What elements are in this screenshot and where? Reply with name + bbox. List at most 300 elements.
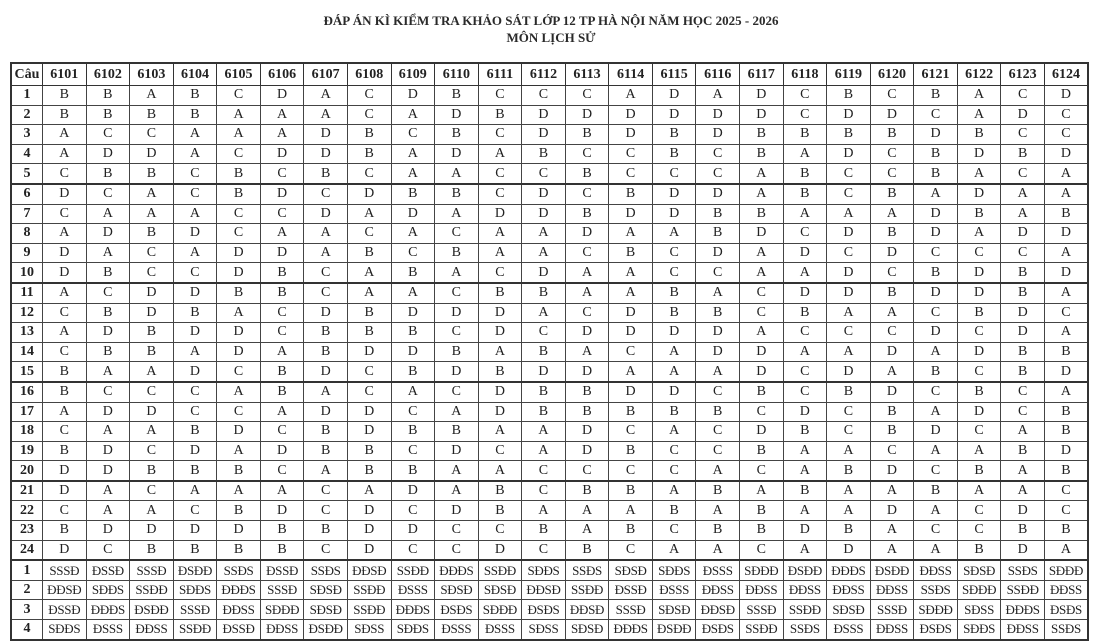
answer-cell: D	[1001, 224, 1045, 244]
answer-cell: D	[565, 224, 609, 244]
header-exam-code: 6121	[914, 63, 958, 86]
answer-cell: A	[827, 342, 871, 362]
answer-cell: D	[86, 144, 130, 164]
answer-cell: D	[260, 184, 304, 204]
answer-cell: A	[522, 303, 566, 323]
answer-cell: D	[1001, 303, 1045, 323]
answer-cell: C	[652, 521, 696, 541]
true-false-cell: SSSĐ	[870, 600, 914, 620]
answer-cell: C	[173, 501, 217, 521]
answer-cell: B	[740, 441, 784, 461]
answer-cell: D	[565, 422, 609, 442]
answer-cell: C	[783, 323, 827, 343]
answer-cell: C	[304, 540, 348, 560]
answer-cell: B	[130, 224, 174, 244]
answer-cell: A	[609, 501, 653, 521]
answer-cell: B	[217, 283, 261, 303]
true-false-cell: ĐĐSS	[870, 620, 914, 640]
answer-cell: D	[260, 501, 304, 521]
answer-cell: B	[740, 521, 784, 541]
answer-cell: C	[1044, 105, 1088, 125]
answer-cell: A	[347, 204, 391, 224]
answer-cell: D	[740, 86, 784, 106]
answer-cell: C	[565, 144, 609, 164]
answer-cell: C	[435, 382, 479, 402]
true-false-cell: ĐSSS	[696, 560, 740, 580]
true-false-cell: SSĐĐ	[740, 620, 784, 640]
answer-cell: D	[609, 105, 653, 125]
answer-cell: D	[957, 144, 1001, 164]
answer-cell: D	[914, 125, 958, 145]
question-number: 18	[11, 422, 43, 442]
true-false-cell: ĐSSS	[652, 580, 696, 600]
answer-cell: A	[870, 540, 914, 560]
answer-cell: C	[565, 461, 609, 481]
true-false-cell: SSĐS	[783, 620, 827, 640]
header-exam-code: 6112	[522, 63, 566, 86]
true-false-cell: SĐĐĐ	[478, 600, 522, 620]
answer-cell: B	[652, 283, 696, 303]
answer-cell: B	[609, 441, 653, 461]
answer-cell: A	[435, 481, 479, 501]
answer-cell: B	[260, 283, 304, 303]
answer-cell: B	[304, 342, 348, 362]
answer-cell: D	[86, 521, 130, 541]
answer-cell: B	[1001, 362, 1045, 382]
answer-key-table	[10, 62, 1089, 641]
answer-cell: B	[130, 323, 174, 343]
answer-cell: C	[522, 323, 566, 343]
answer-cell: B	[130, 461, 174, 481]
answer-cell: D	[1001, 105, 1045, 125]
answer-cell: C	[43, 501, 87, 521]
answer-cell: D	[914, 224, 958, 244]
answer-cell: B	[391, 184, 435, 204]
answer-cell: A	[740, 243, 784, 263]
answer-cell: A	[86, 422, 130, 442]
answer-cell: A	[914, 184, 958, 204]
document-title: ĐÁP ÁN KÌ KIỂM TRA KHẢO SÁT LỚP 12 TP HÀ NỘI NĂM HỌC 2025 - 2026	[323, 13, 779, 28]
answer-cell: C	[870, 441, 914, 461]
answer-cell: C	[609, 461, 653, 481]
header-exam-code: 6120	[870, 63, 914, 86]
true-false-cell: SĐĐS	[173, 580, 217, 600]
mc-answer-row	[11, 263, 1088, 283]
true-false-cell: SĐSĐ	[609, 560, 653, 580]
answer-cell: A	[173, 243, 217, 263]
answer-cell: C	[347, 382, 391, 402]
question-number: 23	[11, 521, 43, 541]
answer-cell: D	[783, 283, 827, 303]
answer-cell: D	[609, 204, 653, 224]
answer-cell: D	[740, 422, 784, 442]
answer-cell: D	[696, 184, 740, 204]
answer-cell: A	[696, 501, 740, 521]
true-false-cell: ĐSĐĐ	[173, 560, 217, 580]
answer-cell: A	[217, 382, 261, 402]
answer-cell: C	[609, 342, 653, 362]
answer-cell: B	[696, 521, 740, 541]
answer-cell: A	[565, 263, 609, 283]
header-exam-code: 6105	[217, 63, 261, 86]
answer-cell: B	[783, 164, 827, 184]
answer-cell: C	[783, 382, 827, 402]
answer-cell: B	[347, 144, 391, 164]
header-question: Câu	[11, 63, 43, 86]
answer-cell: B	[130, 164, 174, 184]
answer-cell: A	[260, 481, 304, 501]
answer-cell: D	[217, 323, 261, 343]
true-false-cell: ĐĐĐS	[86, 600, 130, 620]
true-false-cell: SĐĐS	[957, 620, 1001, 640]
true-false-cell: ĐSSĐ	[609, 580, 653, 600]
answer-cell: A	[43, 323, 87, 343]
answer-cell: A	[914, 342, 958, 362]
answer-cell: A	[391, 164, 435, 184]
true-false-cell: ĐSSS	[478, 620, 522, 640]
mc-answer-row	[11, 362, 1088, 382]
answer-cell: A	[783, 204, 827, 224]
answer-cell: D	[565, 362, 609, 382]
answer-cell: C	[391, 125, 435, 145]
true-false-cell: ĐĐSS	[1044, 580, 1088, 600]
answer-cell: D	[391, 342, 435, 362]
answer-cell: A	[217, 441, 261, 461]
answer-cell: A	[914, 441, 958, 461]
true-false-cell: SSĐĐ	[478, 560, 522, 580]
answer-cell: A	[609, 86, 653, 106]
answer-cell: B	[217, 184, 261, 204]
answer-cell: A	[173, 342, 217, 362]
answer-cell: B	[609, 402, 653, 422]
answer-cell: D	[217, 243, 261, 263]
answer-cell: D	[217, 422, 261, 442]
true-false-cell: SSĐĐ	[1001, 580, 1045, 600]
answer-cell: A	[43, 283, 87, 303]
answer-cell: B	[522, 402, 566, 422]
answer-cell: A	[173, 144, 217, 164]
true-false-cell: SSSĐ	[173, 600, 217, 620]
answer-cell: C	[652, 263, 696, 283]
answer-cell: D	[130, 303, 174, 323]
question-number: 20	[11, 461, 43, 481]
answer-cell: D	[870, 501, 914, 521]
answer-cell: C	[827, 323, 871, 343]
answer-cell: A	[86, 481, 130, 501]
answer-cell: B	[86, 164, 130, 184]
answer-cell: D	[391, 86, 435, 106]
true-false-cell: SSĐĐ	[173, 620, 217, 640]
answer-cell: C	[957, 243, 1001, 263]
answer-cell: B	[43, 86, 87, 106]
answer-cell: C	[522, 540, 566, 560]
answer-cell: C	[260, 303, 304, 323]
header-exam-code: 6104	[173, 63, 217, 86]
answer-cell: D	[173, 283, 217, 303]
answer-cell: C	[783, 224, 827, 244]
mc-answer-row	[11, 461, 1088, 481]
answer-cell: D	[173, 323, 217, 343]
answer-cell: D	[347, 521, 391, 541]
answer-cell: C	[696, 263, 740, 283]
answer-cell: B	[783, 303, 827, 323]
answer-cell: D	[740, 224, 784, 244]
true-false-cell: SĐĐĐ	[260, 600, 304, 620]
answer-cell: B	[260, 521, 304, 541]
answer-cell: A	[783, 342, 827, 362]
answer-cell: A	[1044, 382, 1088, 402]
answer-cell: D	[696, 125, 740, 145]
answer-cell: B	[565, 481, 609, 501]
true-false-cell: SĐSĐ	[478, 580, 522, 600]
question-number: 4	[11, 144, 43, 164]
answer-cell: A	[130, 86, 174, 106]
true-false-cell: ĐĐSS	[1001, 620, 1045, 640]
answer-cell: C	[391, 243, 435, 263]
answer-cell: B	[435, 125, 479, 145]
true-false-cell: ĐĐSĐ	[347, 560, 391, 580]
true-false-cell: SĐĐS	[43, 620, 87, 640]
answer-cell: D	[740, 362, 784, 382]
answer-cell: C	[827, 422, 871, 442]
answer-cell: A	[43, 224, 87, 244]
question-number: 14	[11, 342, 43, 362]
answer-cell: D	[86, 461, 130, 481]
answer-cell: C	[522, 86, 566, 106]
mc-answer-row	[11, 303, 1088, 323]
answer-cell: B	[217, 540, 261, 560]
header-exam-code: 6124	[1044, 63, 1088, 86]
true-false-cell: ĐĐSS	[217, 600, 261, 620]
answer-cell: C	[130, 243, 174, 263]
answer-cell: A	[347, 283, 391, 303]
answer-cell: A	[696, 540, 740, 560]
answer-cell: B	[696, 204, 740, 224]
answer-cell: B	[740, 144, 784, 164]
answer-cell: A	[86, 501, 130, 521]
answer-cell: B	[1044, 342, 1088, 362]
answer-cell: C	[435, 521, 479, 541]
header-exam-code: 6102	[86, 63, 130, 86]
true-false-cell: ĐSĐĐ	[304, 620, 348, 640]
answer-cell: D	[391, 481, 435, 501]
answer-cell: D	[783, 521, 827, 541]
answer-cell: C	[696, 144, 740, 164]
answer-cell: B	[1044, 204, 1088, 224]
answer-cell: B	[522, 144, 566, 164]
answer-cell: D	[696, 342, 740, 362]
question-number: 17	[11, 402, 43, 422]
answer-cell: C	[260, 164, 304, 184]
answer-cell: C	[43, 164, 87, 184]
answer-cell: B	[86, 303, 130, 323]
true-false-cell: ĐSSĐ	[260, 560, 304, 580]
true-false-cell: SĐSS	[347, 620, 391, 640]
answer-cell: C	[347, 362, 391, 382]
answer-cell: D	[435, 501, 479, 521]
answer-cell: C	[173, 382, 217, 402]
true-false-cell: ĐĐSS	[783, 580, 827, 600]
answer-cell: B	[783, 184, 827, 204]
answer-cell: D	[522, 125, 566, 145]
true-false-cell: SSĐS	[217, 560, 261, 580]
mc-answer-row	[11, 204, 1088, 224]
answer-cell: B	[783, 422, 827, 442]
answer-cell: C	[86, 283, 130, 303]
answer-cell: D	[652, 184, 696, 204]
answer-cell: C	[1044, 125, 1088, 145]
answer-cell: A	[43, 402, 87, 422]
answer-cell: B	[43, 105, 87, 125]
answer-cell: B	[870, 184, 914, 204]
true-false-cell: ĐSSS	[827, 620, 871, 640]
question-number: 19	[11, 441, 43, 461]
answer-cell: D	[1044, 441, 1088, 461]
answer-cell: C	[173, 402, 217, 422]
answer-cell: A	[1044, 540, 1088, 560]
answer-cell: A	[870, 521, 914, 541]
answer-cell: D	[304, 204, 348, 224]
true-false-cell: SĐSĐ	[957, 560, 1001, 580]
answer-cell: A	[957, 105, 1001, 125]
answer-cell: A	[957, 481, 1001, 501]
true-false-cell: SĐĐĐ	[957, 580, 1001, 600]
answer-cell: D	[478, 204, 522, 224]
answer-cell: B	[609, 184, 653, 204]
mc-answer-row	[11, 283, 1088, 303]
answer-cell: A	[391, 144, 435, 164]
answer-cell: C	[914, 461, 958, 481]
answer-cell: C	[522, 461, 566, 481]
answer-cell: A	[1044, 243, 1088, 263]
answer-cell: D	[217, 521, 261, 541]
answer-cell: B	[304, 164, 348, 184]
true-false-cell: SSĐĐ	[783, 600, 827, 620]
question-number: 15	[11, 362, 43, 382]
answer-cell: D	[652, 86, 696, 106]
answer-cell: B	[260, 263, 304, 283]
answer-cell: D	[870, 243, 914, 263]
answer-cell: C	[130, 263, 174, 283]
answer-cell: C	[652, 243, 696, 263]
answer-cell: C	[217, 204, 261, 224]
question-number: 4	[11, 620, 43, 640]
answer-cell: B	[870, 125, 914, 145]
answer-cell: A	[783, 263, 827, 283]
answer-cell: C	[957, 362, 1001, 382]
answer-cell: D	[391, 303, 435, 323]
answer-cell: D	[914, 422, 958, 442]
answer-cell: B	[1044, 402, 1088, 422]
true-false-cell: SĐĐĐ	[914, 600, 958, 620]
true-false-cell: SĐSĐ	[304, 580, 348, 600]
answer-cell: A	[86, 362, 130, 382]
answer-cell: A	[696, 283, 740, 303]
question-number: 2	[11, 105, 43, 125]
answer-cell: B	[957, 204, 1001, 224]
answer-cell: B	[1001, 441, 1045, 461]
true-false-answer-row	[11, 580, 1088, 600]
question-number: 21	[11, 481, 43, 501]
true-false-cell: SĐSS	[522, 620, 566, 640]
true-false-cell: SĐĐS	[391, 620, 435, 640]
answer-cell: B	[565, 204, 609, 224]
answer-cell: B	[435, 86, 479, 106]
answer-cell: D	[957, 402, 1001, 422]
true-false-cell: SSĐĐ	[130, 580, 174, 600]
true-false-cell: ĐSĐS	[696, 620, 740, 640]
answer-cell: A	[1001, 422, 1045, 442]
answer-cell: C	[260, 323, 304, 343]
answer-cell: A	[304, 105, 348, 125]
question-number: 16	[11, 382, 43, 402]
answer-cell: D	[870, 342, 914, 362]
answer-cell: B	[347, 125, 391, 145]
answer-cell: B	[130, 105, 174, 125]
answer-cell: C	[565, 243, 609, 263]
answer-cell: A	[435, 204, 479, 224]
answer-cell: B	[957, 461, 1001, 481]
answer-cell: D	[347, 184, 391, 204]
header-exam-code: 6117	[740, 63, 784, 86]
answer-cell: D	[609, 303, 653, 323]
answer-cell: C	[86, 382, 130, 402]
answer-cell: D	[827, 263, 871, 283]
answer-cell: A	[435, 164, 479, 184]
answer-cell: A	[1044, 184, 1088, 204]
answer-cell: C	[217, 362, 261, 382]
true-false-cell: ĐSSS	[435, 620, 479, 640]
answer-cell: D	[260, 441, 304, 461]
answer-cell: C	[696, 422, 740, 442]
answer-cell: D	[827, 224, 871, 244]
answer-cell: B	[609, 481, 653, 501]
answer-cell: D	[260, 86, 304, 106]
answer-cell: B	[260, 540, 304, 560]
answer-cell: B	[43, 382, 87, 402]
header-exam-code: 6123	[1001, 63, 1045, 86]
answer-cell: B	[391, 362, 435, 382]
answer-cell: B	[435, 184, 479, 204]
answer-cell: A	[870, 303, 914, 323]
answer-cell: D	[435, 105, 479, 125]
answer-cell: D	[43, 263, 87, 283]
answer-cell: C	[914, 382, 958, 402]
answer-cell: A	[565, 501, 609, 521]
answer-cell: A	[957, 441, 1001, 461]
header-exam-code: 6119	[827, 63, 871, 86]
question-number: 2	[11, 580, 43, 600]
answer-cell: B	[565, 402, 609, 422]
answer-cell: C	[783, 362, 827, 382]
answer-cell: B	[304, 521, 348, 541]
answer-cell: C	[347, 86, 391, 106]
header-exam-code: 6101	[43, 63, 87, 86]
answer-cell: A	[696, 362, 740, 382]
answer-cell: B	[827, 461, 871, 481]
question-number: 22	[11, 501, 43, 521]
answer-cell: A	[957, 164, 1001, 184]
true-false-cell: SSĐĐ	[565, 580, 609, 600]
answer-cell: C	[870, 323, 914, 343]
answer-cell: B	[1001, 144, 1045, 164]
answer-cell: C	[1044, 501, 1088, 521]
answer-cell: D	[740, 342, 784, 362]
answer-cell: D	[783, 243, 827, 263]
answer-cell: C	[391, 501, 435, 521]
answer-cell: B	[827, 86, 871, 106]
answer-cell: A	[304, 243, 348, 263]
